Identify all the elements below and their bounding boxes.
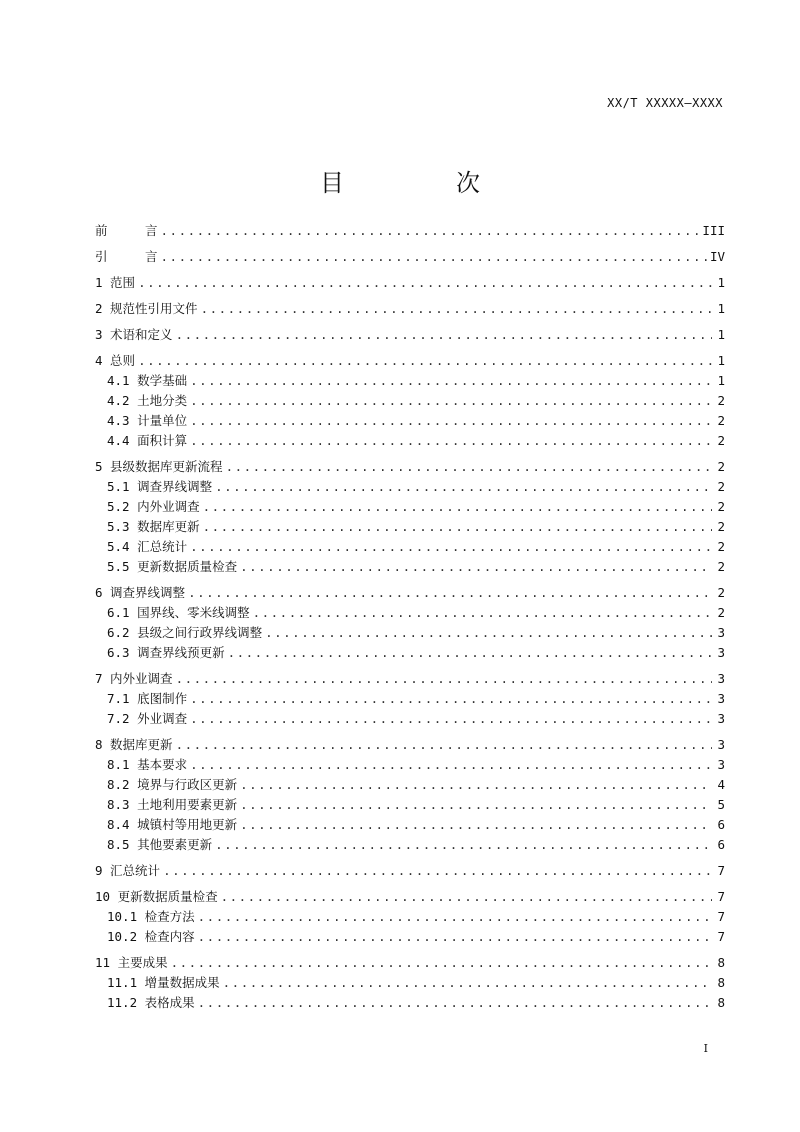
toc-entry-label: 10.1 检查方法	[107, 909, 195, 924]
dot-leader	[190, 413, 712, 428]
toc-entry-page: 2	[717, 459, 725, 474]
toc-entry-label: 3 术语和定义	[95, 327, 173, 342]
toc-entry-page: 2	[717, 433, 725, 448]
toc-entry-label: 5.1 调查界线调整	[107, 479, 213, 494]
toc-entry-page: 5	[717, 797, 725, 812]
toc-entry-page: 2	[717, 559, 725, 574]
dot-leader	[176, 327, 712, 342]
toc-entry-label: 11.2 表格成果	[107, 995, 195, 1010]
dot-leader	[190, 711, 712, 726]
toc-entry-label: 1 范围	[95, 275, 136, 290]
toc-entry[interactable]	[95, 391, 725, 411]
toc-entry-label: 11 主要成果	[95, 955, 168, 970]
document-code: XX/T XXXXX—XXXX	[607, 96, 723, 110]
toc-entry-label: 11.1 增量数据成果	[107, 975, 220, 990]
toc-entry[interactable]	[95, 583, 725, 603]
toc-entry-label: 4 总则	[95, 353, 136, 368]
toc-entry[interactable]	[95, 669, 725, 689]
toc-entry[interactable]	[95, 497, 725, 517]
toc-entry[interactable]	[95, 861, 725, 881]
toc-entry-label: 4.2 土地分类	[107, 393, 188, 408]
toc-entry[interactable]	[95, 299, 725, 319]
dot-leader	[190, 393, 712, 408]
toc-entry-page: 1	[717, 327, 725, 342]
toc-entry[interactable]	[95, 325, 725, 345]
toc-entry-page: 7	[717, 909, 725, 924]
toc-entry[interactable]	[95, 457, 725, 477]
toc-entry[interactable]	[95, 477, 725, 497]
toc-entry-page: 1	[717, 373, 725, 388]
dot-leader	[190, 373, 712, 388]
toc-entry-label: 引 言	[95, 249, 158, 264]
toc-entry[interactable]	[95, 273, 725, 293]
toc-entry-label: 6 调查界线调整	[95, 585, 186, 600]
toc-entry[interactable]	[95, 371, 725, 391]
toc-entry-label: 10 更新数据质量检查	[95, 889, 218, 904]
toc-entry-label: 4.1 数学基础	[107, 373, 188, 388]
dot-leader	[228, 645, 712, 660]
toc-entry[interactable]	[95, 247, 725, 267]
toc-entry[interactable]	[95, 755, 725, 775]
toc-entry[interactable]	[95, 993, 725, 1013]
dot-leader	[198, 909, 712, 924]
dot-leader	[265, 625, 712, 640]
toc-entry-page: 3	[717, 757, 725, 772]
toc-entry[interactable]	[95, 907, 725, 927]
toc-entry-page: 8	[717, 995, 725, 1010]
toc-entry[interactable]	[95, 517, 725, 537]
toc-entry[interactable]	[95, 835, 725, 855]
dot-leader	[221, 889, 712, 904]
dot-leader	[163, 863, 712, 878]
toc-entry-label: 5.2 内外业调查	[107, 499, 200, 514]
dot-leader	[190, 757, 712, 772]
toc-entry-label: 8.5 其他要素更新	[107, 837, 213, 852]
toc-entry-page: 2	[717, 393, 725, 408]
dot-leader	[161, 249, 707, 264]
dot-leader	[190, 433, 712, 448]
toc-entry-label: 4.3 计量单位	[107, 413, 188, 428]
toc-entry[interactable]	[95, 557, 725, 577]
toc-entry-label: 2 规范性引用文件	[95, 301, 198, 316]
toc-entry[interactable]	[95, 431, 725, 451]
toc-entry[interactable]	[95, 709, 725, 729]
dot-leader	[203, 499, 712, 514]
toc-entry-page: 3	[717, 691, 725, 706]
toc-entry[interactable]	[95, 927, 725, 947]
page-title: 目 次	[320, 169, 524, 197]
dot-leader	[176, 737, 712, 752]
dot-leader	[198, 929, 712, 944]
toc-entry[interactable]	[95, 887, 725, 907]
toc-entry-label: 6.2 县级之间行政界线调整	[107, 625, 263, 640]
toc-entry-page: 1	[717, 275, 725, 290]
toc-entry-page: 8	[717, 975, 725, 990]
dot-leader	[138, 353, 712, 368]
dot-leader	[240, 559, 712, 574]
toc-entry[interactable]	[95, 795, 725, 815]
dot-leader	[190, 539, 712, 554]
toc-entry-label: 8 数据库更新	[95, 737, 173, 752]
table-of-contents	[95, 221, 725, 1013]
toc-entry-page: 1	[717, 301, 725, 316]
dot-leader	[161, 223, 700, 238]
dot-leader	[215, 479, 712, 494]
toc-entry-label: 5.3 数据库更新	[107, 519, 200, 534]
dot-leader	[240, 797, 712, 812]
toc-entry-page: 2	[717, 413, 725, 428]
dot-leader	[138, 275, 712, 290]
toc-entry-page: 7	[717, 889, 725, 904]
toc-entry-label: 6.1 国界线、零米线调整	[107, 605, 250, 620]
dot-leader	[198, 995, 712, 1010]
toc-entry-page: 1	[717, 353, 725, 368]
dot-leader	[240, 817, 712, 832]
dot-leader	[223, 975, 712, 990]
toc-entry-page: 6	[717, 837, 725, 852]
dot-leader	[203, 519, 712, 534]
page-number: I	[703, 1042, 708, 1055]
toc-entry-page: 2	[717, 585, 725, 600]
dot-leader	[171, 955, 712, 970]
toc-entry-page: 3	[717, 645, 725, 660]
toc-entry[interactable]	[95, 953, 725, 973]
toc-entry-label: 7.1 底图制作	[107, 691, 188, 706]
toc-entry-page: IV	[709, 249, 725, 264]
toc-entry-label: 8.4 城镇村等用地更新	[107, 817, 238, 832]
dot-leader	[226, 459, 712, 474]
toc-entry-page: 3	[717, 671, 725, 686]
toc-entry-label: 10.2 检查内容	[107, 929, 195, 944]
toc-entry-label: 7 内外业调查	[95, 671, 173, 686]
dot-leader	[190, 691, 712, 706]
toc-entry-label: 9 汇总统计	[95, 863, 161, 878]
dot-leader	[253, 605, 712, 620]
toc-entry[interactable]	[95, 411, 725, 431]
toc-entry-label: 8.3 土地利用要素更新	[107, 797, 238, 812]
toc-entry-page: 3	[717, 737, 725, 752]
toc-entry[interactable]	[95, 815, 725, 835]
toc-entry[interactable]	[95, 623, 725, 643]
toc-entry-page: 6	[717, 817, 725, 832]
toc-entry-label: 5.5 更新数据质量检查	[107, 559, 238, 574]
dot-leader	[176, 671, 712, 686]
toc-entry-page: 7	[717, 863, 725, 878]
dot-leader	[215, 837, 712, 852]
toc-entry[interactable]	[95, 775, 725, 795]
toc-entry-page: III	[702, 223, 725, 238]
toc-entry[interactable]	[95, 689, 725, 709]
dot-leader	[240, 777, 712, 792]
toc-entry-label: 5.4 汇总统计	[107, 539, 188, 554]
toc-entry-page: 7	[717, 929, 725, 944]
dot-leader	[188, 585, 712, 600]
toc-entry-page: 4	[717, 777, 725, 792]
toc-entry-page: 3	[717, 625, 725, 640]
toc-entry-page: 2	[717, 605, 725, 620]
toc-entry-page: 2	[717, 499, 725, 514]
toc-entry-label: 8.2 境界与行政区更新	[107, 777, 238, 792]
toc-entry-label: 4.4 面积计算	[107, 433, 188, 448]
toc-entry[interactable]	[95, 351, 725, 371]
toc-entry[interactable]	[95, 221, 725, 241]
toc-entry[interactable]	[95, 643, 725, 663]
dot-leader	[201, 301, 712, 316]
toc-entry-page: 2	[717, 479, 725, 494]
toc-entry[interactable]	[95, 973, 725, 993]
toc-entry[interactable]	[95, 537, 725, 557]
toc-entry-label: 前 言	[95, 223, 158, 238]
toc-entry-label: 7.2 外业调查	[107, 711, 188, 726]
toc-entry-page: 2	[717, 519, 725, 534]
toc-entry[interactable]	[95, 735, 725, 755]
toc-entry[interactable]	[95, 603, 725, 623]
toc-entry-page: 8	[717, 955, 725, 970]
toc-entry-label: 8.1 基本要求	[107, 757, 188, 772]
toc-entry-page: 3	[717, 711, 725, 726]
toc-entry-label: 6.3 调查界线预更新	[107, 645, 225, 660]
toc-entry-page: 2	[717, 539, 725, 554]
toc-entry-label: 5 县级数据库更新流程	[95, 459, 223, 474]
